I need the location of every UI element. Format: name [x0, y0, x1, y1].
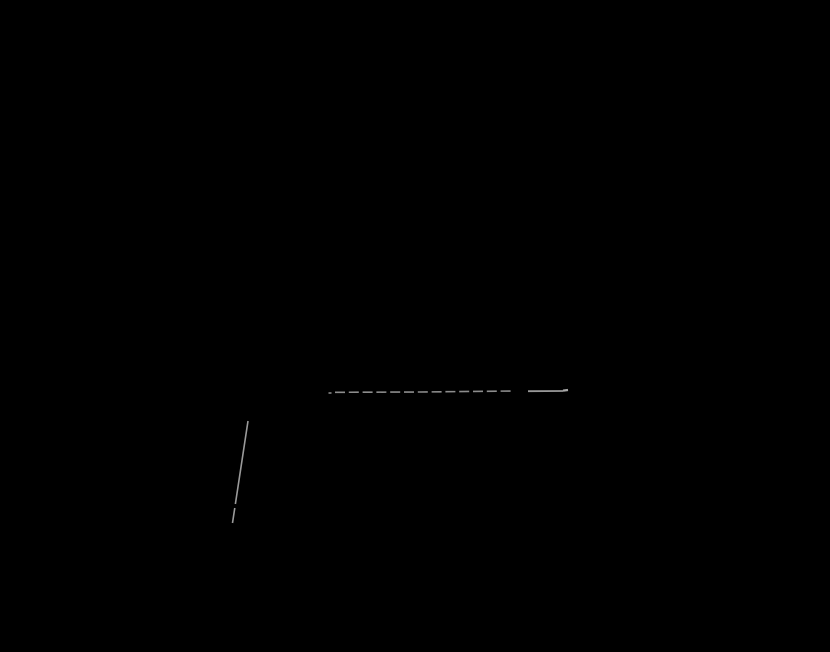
horizontal-dashed-line: [335, 391, 513, 392]
diagonal-line: [233, 421, 249, 523]
horizontal-solid-segment-tip: [563, 390, 568, 391]
